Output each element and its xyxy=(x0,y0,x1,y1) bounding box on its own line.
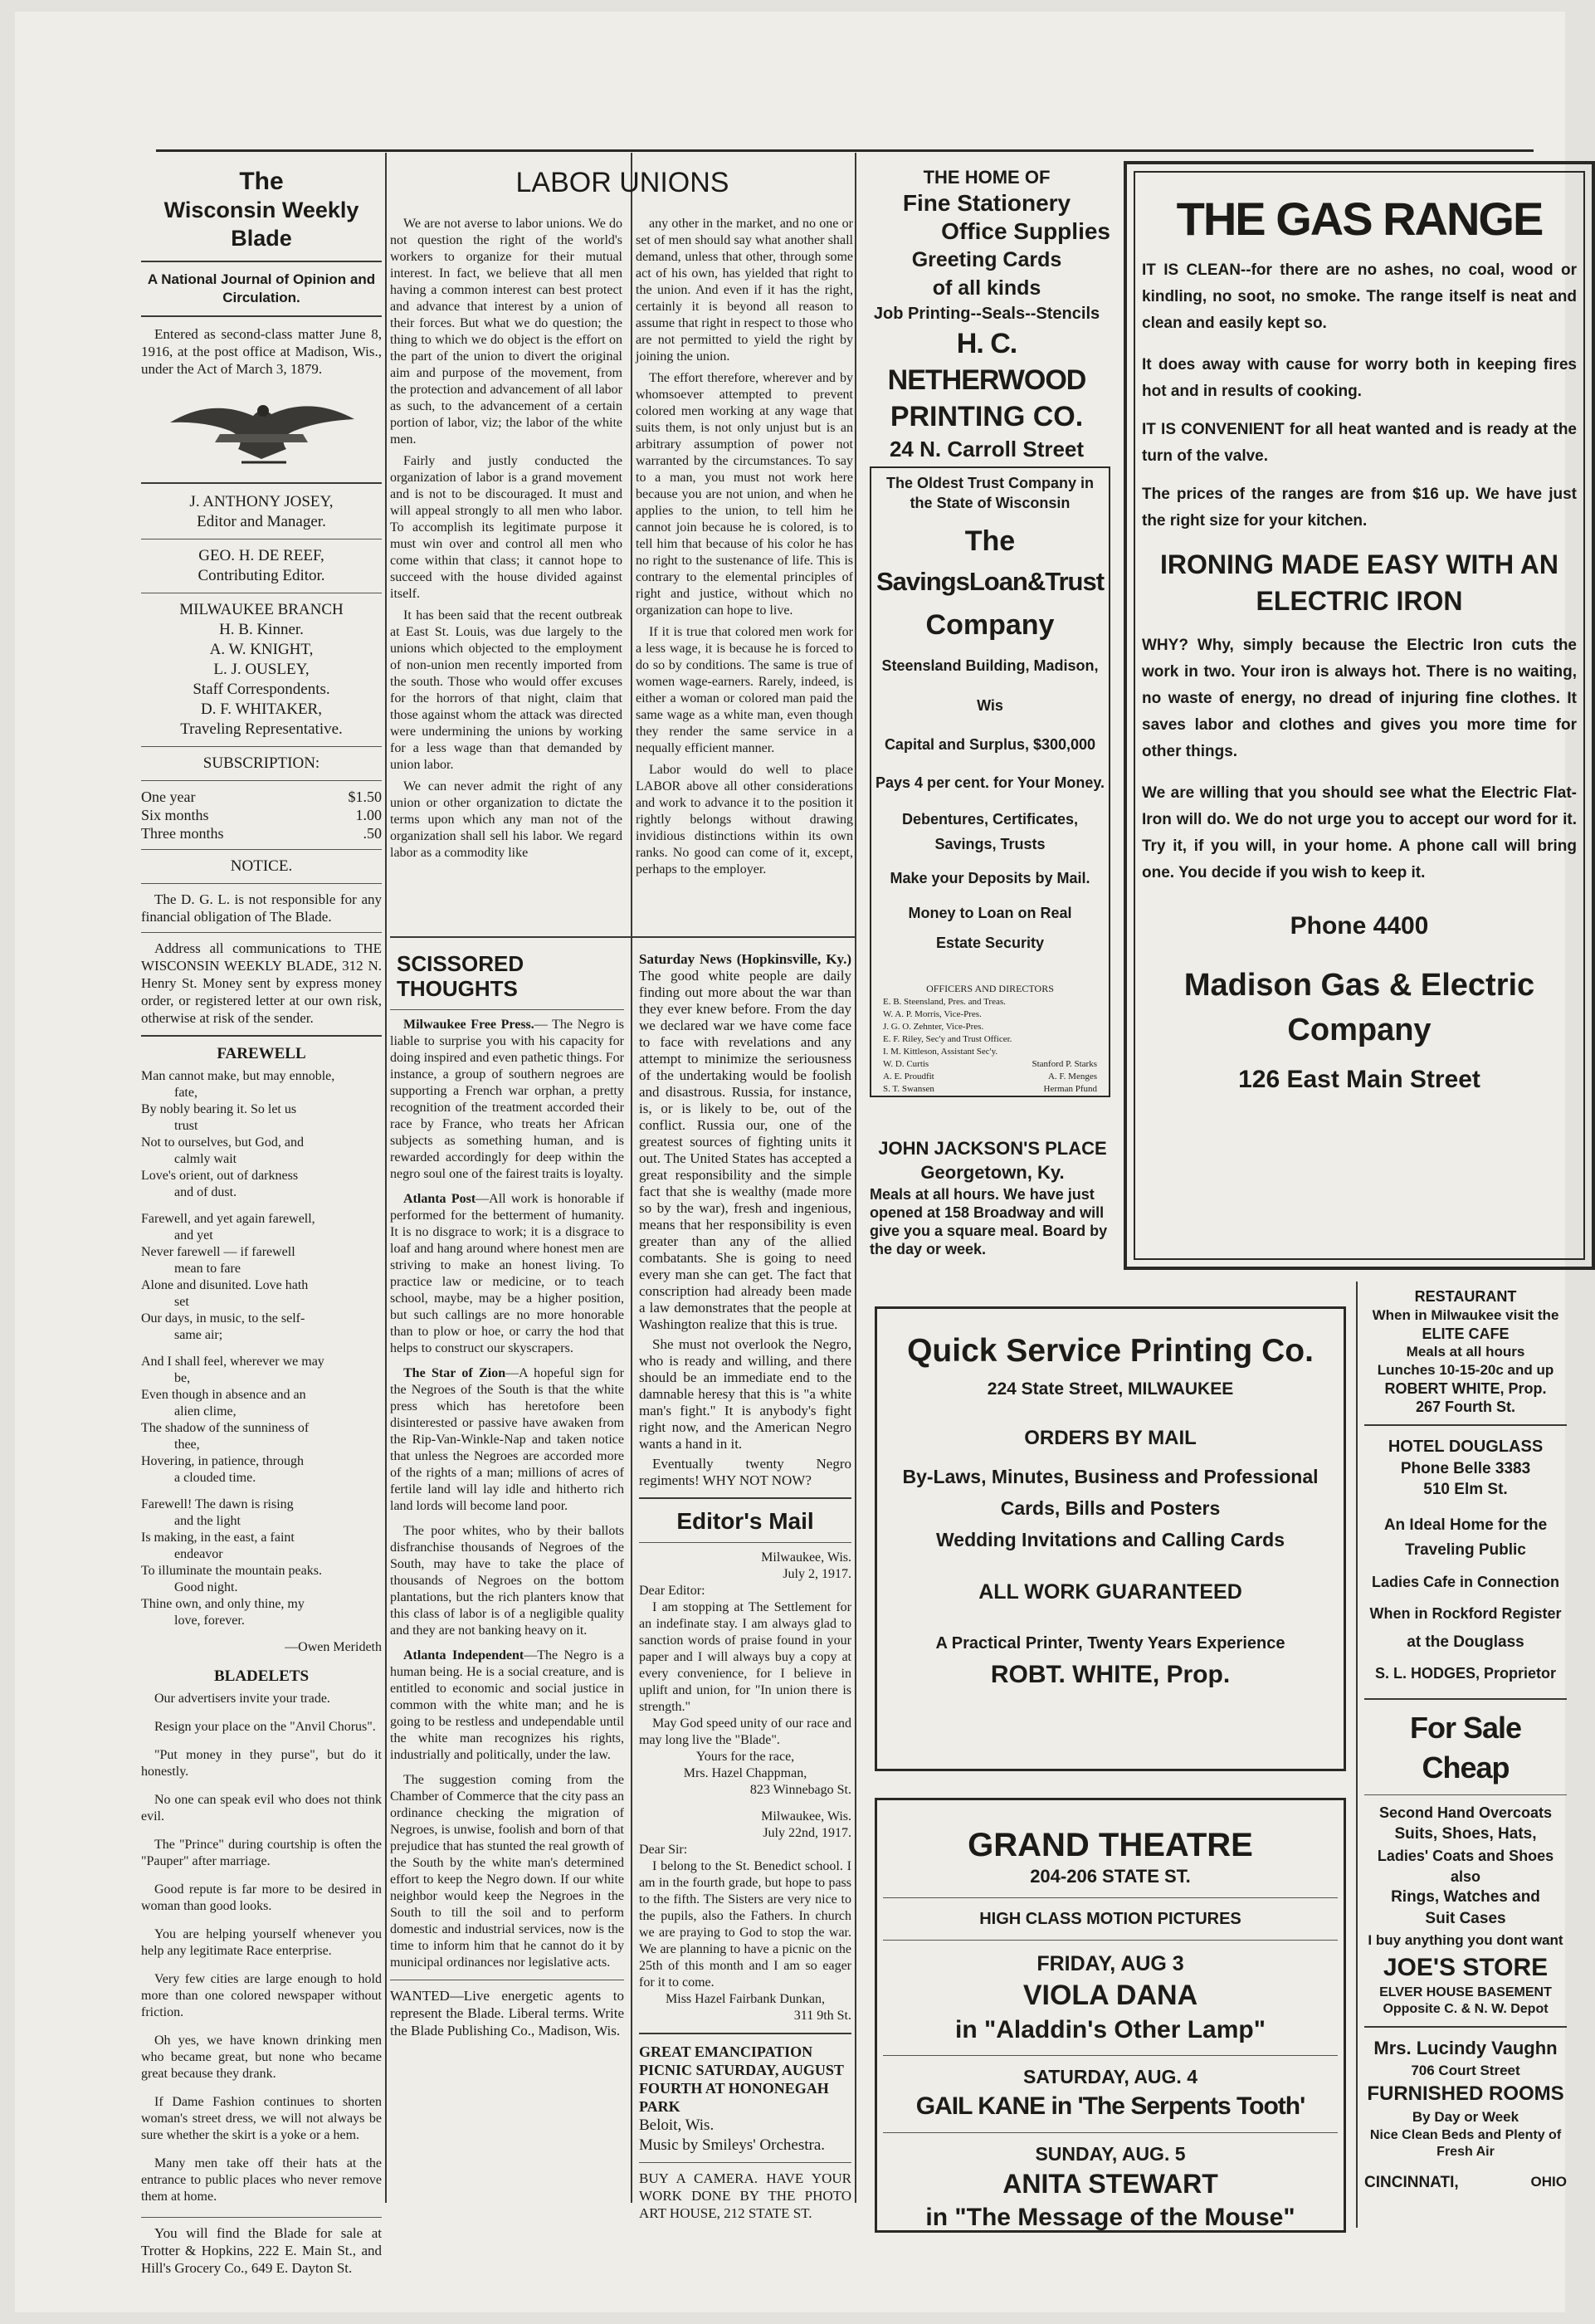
gas-title: THE GAS RANGE xyxy=(1176,193,1543,245)
gas-title-2: IRONING MADE EASY WITH AN ELECTRIC IRON xyxy=(1159,549,1558,616)
labor-col-1 xyxy=(390,216,622,867)
savings-l3: SavingsLoan&Trust xyxy=(876,567,1105,596)
netherwood-l1: THE HOME OF xyxy=(923,167,1051,188)
netherwood-l8: PRINTING CO. xyxy=(890,401,1084,432)
douglass-l5: Traveling Public xyxy=(1405,1541,1526,1559)
labor-rule xyxy=(390,936,855,938)
contrib-name: GEO. H. DE REEF, xyxy=(198,547,324,564)
scissored-item xyxy=(390,1365,624,1515)
labor-paragraph: We are not averse to labor unions. We do not question the right of the world's workers to organize for their mutual interest. In fact, we believe that all men having a common interest can best protect and advance that interest by a union of their forces. But what we do question; the thing to which we do object is the effort on the part of the union to divert the original aim and purpose of the movement, from the protection and advancement of all labor as such, to the advancement of a certain portion of labor, viz; the labor of the white men. xyxy=(390,217,622,447)
savings-l7: Pays 4 per cent. for Your Money. xyxy=(875,774,1105,791)
scissored-item xyxy=(390,1648,624,1764)
scissored-item-more: The suggestion coming from the Chamber of Commerce that the city pass an ordinance checking the migration of Negroes, is unwise, foolish and born of that prejudice that has stunted the real growth of the South by the white man's determined effort to keep the Negro down. If our white neighbor would keep the Negroes in the South to till the soil and to perform domestic and industrial services, now is the time to inform him that he cannot do it by municipal ordinances nor legislative acts. xyxy=(390,1773,624,1970)
officer-pair xyxy=(883,1058,1105,1071)
jackson-ad xyxy=(870,1137,1115,1286)
farewell-title: FAREWELL xyxy=(217,1045,306,1062)
letter2-body: I belong to the St. Benedict school. I am in the fourth grade, but hope to pass to the fifth. The Sisters are very nice to the pupils, also the Fathers. In church we are praying to God to stop the war. We are planning to have a picnic on the 25th of this month and I am so eager for it to come. xyxy=(639,1859,851,1990)
letter2-salute: Dear Sir: xyxy=(639,1843,688,1857)
savings-l9: Savings, Trusts xyxy=(934,836,1046,852)
forsale-l2: Suits, Shoes, Hats, xyxy=(1394,1825,1537,1843)
saturday-news-text: The good white people are daily finding out more about the war than they ever knew before. From the day we declared war we have come face to face with revelations and any attempt to minimize the seriousness of the undertaking would be foolish and disastrous. Russia, for instance, is, or is likely to be, out of the conflict. Russia our, one of the greatest sources of fighting units it out. The United States has accepted a great responsibility and the simple fact that she is wealthy (made more so by the war), fresh and ingenious, means that her responsibility is even greater than any of the allied combatants. She is going to need every man she can get. The fact that conscription had already been made a law demonstrates that the people at Washington realize that this is true. xyxy=(639,968,851,1332)
poem-line: and of dust. xyxy=(174,1185,237,1199)
officer-name: Stanford P. Starks xyxy=(1032,1059,1097,1069)
poem-line: trust xyxy=(174,1119,198,1133)
netherwood-l6: Job Printing--Seals--Stencils xyxy=(873,305,1100,323)
masthead-subtitle: A National Journal of Opinion and Circulation. xyxy=(147,271,376,305)
branch-3: L. J. OUSLEY, xyxy=(213,661,310,678)
poem-line: Love's orient, out of darkness xyxy=(141,1169,299,1183)
branch-1: H. B. Kinner. xyxy=(219,621,304,638)
labor-paragraph: It has been said that the recent outbreak at East St. Louis, was due largely to the unions which objected to the employment of non-union men recently imported from the south. Those who would offer excuses for the horrors of that night, claim that those against whom the attack was directed were undermining the unions by working for a less wage than that demanded by union labor. xyxy=(390,608,622,772)
poem-line: set xyxy=(174,1295,189,1309)
netherwood-l7: H. C. NETHERWOOD xyxy=(887,328,1086,396)
labor-paragraph: Labor would do well to place LABOR above all other considerations and work to advance it to the position it rightly belongs without drawing invidious distinctions within its own ranks. No good can come of it, except, perhaps to the employer. xyxy=(636,763,853,876)
entered-notice: Entered as second-class matter June 8, 1916, at the post office at Madison, Wis., under the Act of March 3, 1879. xyxy=(141,326,382,377)
bladelet-item: You are helping yourself whenever you help any legitimate Race enterprise. xyxy=(141,1927,382,1958)
netherwood-l9: 24 N. Carroll Street xyxy=(889,437,1085,461)
vaughn-l3: FURNISHED ROOMS xyxy=(1367,2082,1564,2105)
contrib-role: Contributing Editor. xyxy=(198,567,325,584)
savings-l2: The xyxy=(964,525,1016,557)
quick-ad xyxy=(883,1315,1338,1763)
netherwood-l3: Office Supplies xyxy=(941,218,1110,244)
vaughn-state: OHIO xyxy=(1530,2174,1567,2190)
savings-l5: Steensland Building, Madison, Wis xyxy=(881,657,1099,714)
restaurant-l6: 267 Fourth St. xyxy=(1415,1399,1515,1415)
letter2-date: July 22nd, 1917. xyxy=(763,1826,851,1840)
restaurant-l4: Lunches 10-15-20c and up xyxy=(1377,1362,1554,1378)
picnic-place: Beloit, Wis. xyxy=(639,2116,715,2134)
savings-l12: Estate Security xyxy=(935,935,1045,951)
bladelet-item: If Dame Fashion continues to shorten woman's street dress, we will not always be sure whether the skirt is a yoke or a hem. xyxy=(141,2095,382,2142)
scissored-list xyxy=(390,1017,624,1971)
subscription-table xyxy=(141,788,382,842)
jackson-l1: JOHN JACKSON'S PLACE xyxy=(878,1138,1107,1159)
poem-line: Even though in absence and an xyxy=(141,1388,306,1402)
column-rule xyxy=(1356,1282,1358,2228)
forsale-l6: Suit Cases xyxy=(1425,1910,1506,1927)
netherwood-l2: Fine Stationery xyxy=(902,190,1071,216)
officers-title: OFFICERS AND DIRECTORS xyxy=(926,983,1054,994)
farewell-author: —Owen Merideth xyxy=(285,1640,382,1654)
bladelets-list xyxy=(141,1691,382,2205)
grand-date-3: SUNDAY, AUG. 5 xyxy=(1035,2143,1186,2165)
subscription-label: Three months xyxy=(141,825,224,842)
poem-line: Farewell, and yet again farewell, xyxy=(141,1212,315,1226)
poem-stanza xyxy=(141,1354,382,1487)
officer-name: A. E. Proudfit xyxy=(883,1072,934,1081)
quick-l2: Cards, Bills and Posters xyxy=(1000,1497,1221,1519)
subscription-row xyxy=(141,806,382,824)
netherwood-l5: of all kinds xyxy=(932,276,1041,300)
letter1-signature: Mrs. Hazel Chappman, xyxy=(683,1766,807,1780)
top-rule xyxy=(156,149,1534,152)
saturday-news-head: Saturday News (Hopkinsville, Ky.) xyxy=(639,951,851,967)
poem-line: Thine own, and only thine, my xyxy=(141,1597,305,1611)
camera-ad: BUY A CAMERA. HAVE YOUR WORK DONE BY THE PHOTO ART HOUSE, 212 STATE ST. xyxy=(639,2170,851,2221)
quick-guarantee: ALL WORK GUARANTEED xyxy=(978,1580,1242,1604)
letter1-address: 823 Winnebago St. xyxy=(749,1783,851,1797)
savings-l4: Company xyxy=(925,609,1055,641)
masthead-column xyxy=(141,158,382,2276)
saturday-news-text-3: Eventually twenty Negro regiments! WHY NOT NOW? xyxy=(639,1456,851,1488)
letter2-address: 311 9th St. xyxy=(793,2009,851,2023)
scissored-source: Atlanta Independent xyxy=(403,1648,524,1662)
gas-ad xyxy=(1142,178,1577,1253)
restaurant-l5: ROBERT WHITE, Prop. xyxy=(1384,1380,1547,1397)
poem-line: Never farewell — if farewell xyxy=(141,1245,295,1259)
douglass-l7: When in Rockford Register xyxy=(1369,1605,1562,1622)
labor-paragraph: any other in the market, and no one or set of men should say what another shall demand, unless that other, through some act of his own, has yielded that right to the union. And even if it has the right, certainly it is beyond all reason to assume that right in respect to those who are not permitted to yield the right by joining the union. xyxy=(636,217,853,364)
officer-pair xyxy=(883,1071,1105,1083)
bladelet-item: Many men take off their hats at the entrance to public places who never remove them at home. xyxy=(141,2156,382,2204)
officer-line: I. M. Kittleson, Assistant Sec'y. xyxy=(883,1047,998,1057)
grand-show-2: GAIL KANE in 'The Serpents Tooth' xyxy=(915,2092,1305,2120)
labor-unions-article xyxy=(390,158,855,938)
grand-show-3a: ANITA STEWART xyxy=(1002,2169,1218,2199)
branch-role: Staff Correspondents. xyxy=(193,681,330,698)
forsale-l3: Ladies' Coats and Shoes xyxy=(1377,1848,1554,1864)
subscription-price: $1.50 xyxy=(348,788,382,805)
newspaper-page xyxy=(15,12,1577,2312)
jackson-l3: Meals at all hours. We have just opened at 158 Broadway and will give you a square meal. Board by the day or week. xyxy=(870,1186,1108,1257)
notice-text: The D. G. L. is not responsible for any financial obligation of The Blade. xyxy=(141,891,382,925)
bladelet-item: No one can speak evil who does not think evil. xyxy=(141,1793,382,1824)
savings-ad xyxy=(875,473,1105,1094)
vaughn-l2: 706 Court Street xyxy=(1411,2063,1520,2078)
eagle-icon xyxy=(162,383,361,474)
subscription-price: 1.00 xyxy=(355,807,382,823)
scissored-item-more: The poor whites, who by their ballots disfranchise thousands of Negroes of the South, may have to take the place of thousands of Negroes on the bottom plantations, but the rich planters know that this class of labor is of a negligible quality and they are not banking heavy on it. xyxy=(390,1524,624,1638)
poem-line: alien clime, xyxy=(174,1404,237,1418)
gas-p4: The prices of the ranges are from $16 up. We have just the right size for your kitchen. xyxy=(1142,486,1577,530)
letter1-salute: Dear Editor: xyxy=(639,1584,705,1598)
quick-practical: A Practical Printer, Twenty Years Experience xyxy=(935,1634,1285,1653)
poem-line: Man cannot make, but may ennoble, xyxy=(141,1069,335,1083)
officers-list xyxy=(875,996,1105,1096)
grand-date-2: SATURDAY, AUG. 4 xyxy=(1022,2066,1198,2087)
gas-p3: IT IS CONVENIENT for all heat wanted and is ready at the turn of the valve. xyxy=(1142,421,1577,465)
bladelet-item: Good repute is far more to be desired in woman than good looks. xyxy=(141,1882,382,1913)
poem-line: Is making, in the east, a faint xyxy=(141,1531,295,1545)
poem-stanza xyxy=(141,1211,382,1344)
restaurant-l1: When in Milwaukee visit the xyxy=(1372,1307,1559,1323)
scissored-source: Atlanta Post xyxy=(403,1192,476,1206)
scissored-text: —The Negro is a human being. He is a social creature, and is entitled to economic and social justice in common with the white man; and he is going to be restless and undependable until the white man recognizes his rights, industrially and politically, under the law. xyxy=(390,1648,624,1762)
poem-line: same air; xyxy=(174,1328,223,1342)
forsale-l7: I buy anything you dont want xyxy=(1368,1932,1563,1948)
subscription-price: .50 xyxy=(363,825,382,842)
officer-line: J. G. O. Zehnter, Vice-Pres. xyxy=(883,1022,984,1032)
forsale-l4: also xyxy=(1450,1868,1481,1885)
poem-line: be, xyxy=(174,1371,191,1385)
savings-l1: The Oldest Trust Company in the State of Wisconsin xyxy=(885,475,1095,511)
poem-line: Hovering, in patience, through xyxy=(141,1454,304,1468)
bladelet-item: "Put money in they purse", but do it honestly. xyxy=(141,1748,382,1779)
poem-stanza xyxy=(141,1068,382,1201)
poem-line: a clouded time. xyxy=(174,1471,256,1485)
officer-line: E. B. Steensland, Pres. and Treas. xyxy=(883,997,1006,1007)
saturday-news-text-2: She must not overlook the Negro, who is ready and willing, and there should be an immediate end to the damnable heresy that this is "a white man's fight." It is anybody's fight right now, and the American Negro wants a hand in it. xyxy=(639,1336,851,1452)
subscription-row xyxy=(141,824,382,842)
bladelet-item: Very few cities are large enough to hold more than one colored newspaper without friction. xyxy=(141,1972,382,2019)
vaughn-l5: Nice Clean Beds and Plenty of Fresh Air xyxy=(1369,2128,1562,2159)
picnic-heading: GREAT EMANCIPATION PICNIC SATURDAY, AUGUST FOURTH AT HONONEGAH PARK xyxy=(639,2043,844,2115)
scissored-item xyxy=(390,1191,624,1357)
letter1-body: I am stopping at The Settlement for an indefinate stay. I am always glad to sanction words of praise found in your paper and I will always buy a copy at every convenience, for I believe in uplift and union, for "In union there is strength." xyxy=(639,1600,851,1714)
scissored-text: —All work is honorable if performed for the betterment of humanity. It is no disgrace to work; it is a disgrace to loaf and hang around where honest men are striving to make an honest living. To practice law or medicine, or to teach school, maybe, may be a higher position, but such callings are no more honorable than to plow or hoe, or carry the hod that helps to construct our skyscrapers. xyxy=(390,1192,624,1355)
address-text: Address all communications to THE WISCONSIN WEEKLY BLADE, 312 N. Henry St. Money sent by express money order, or registered letter at our own risk, otherwise at risk of the sender. xyxy=(141,940,382,1026)
grand-date-1: FRIDAY, AUG 3 xyxy=(1037,1952,1184,1975)
wanted-ad: WANTED—Live energetic agents to represent the Blade. Liberal terms. Write the Blade Publishing Co., Madison, Wis. xyxy=(390,1988,624,2038)
vaughn-city: CINCINNATI, xyxy=(1364,2174,1459,2191)
labor-col-2 xyxy=(636,216,853,883)
bladelets-title: BLADELETS xyxy=(213,1667,310,1685)
subscription-label: One year xyxy=(141,788,196,805)
officer-name: W. D. Curtis xyxy=(883,1059,929,1069)
officer-pair xyxy=(883,1083,1105,1096)
scissored-text: —A hopeful sign for the Negroes of the South is that the white press which has heretofore been disinterested or passive have awaken from the Rip-Van-Winkle-Nap and taken notice that unless the Negroes are accorded more of the rights of a man; millions of acres of fertile land will lay idle and hitherto rich land lords will become land poor. xyxy=(390,1366,624,1513)
officer-name: A. F. Menges xyxy=(1047,1072,1097,1081)
poem-line: Good night. xyxy=(174,1580,238,1594)
letter2-signature: Miss Hazel Fairbank Dunkan, xyxy=(666,1992,825,2006)
forsale-l1: Second Hand Overcoats xyxy=(1378,1804,1553,1821)
poem-line: endeavor xyxy=(174,1547,223,1561)
column-rule xyxy=(385,153,387,2203)
labor-paragraph: We can never admit the right of any union or other organization to dictate the terms upon which any man not of the organization shall sell his labor. We regard labor as a commodity like xyxy=(390,779,622,860)
poem-line: The shadow of the sunniness of xyxy=(141,1421,310,1435)
vaughn-l1: Mrs. Lucindy Vaughn xyxy=(1373,2038,1558,2058)
poem-line: thee, xyxy=(174,1438,200,1452)
douglass-l3: 510 Elm St. xyxy=(1423,1481,1508,1498)
poem-line: Not to ourselves, but God, and xyxy=(141,1135,304,1150)
quick-address: 224 State Street, MILWAUKEE xyxy=(987,1379,1234,1399)
poem-line: fate, xyxy=(174,1086,198,1100)
farewell-poem xyxy=(141,1068,382,1629)
letter1-close: Yours for the race, xyxy=(695,1750,795,1764)
douglass-l9: S. L. HODGES, Proprietor xyxy=(1374,1665,1557,1682)
quick-title: Quick Service Printing Co. xyxy=(907,1333,1314,1369)
grand-show-1a: VIOLA DANA xyxy=(1022,1980,1198,2011)
poem-line: And I shall feel, wherever we may xyxy=(141,1355,324,1369)
poem-line: calmly wait xyxy=(174,1152,237,1166)
savings-l8: Debentures, Certificates, xyxy=(901,811,1079,828)
savings-l11: Money to Loan on Real xyxy=(908,905,1072,921)
poem-line: and the light xyxy=(174,1514,241,1528)
labor-paragraph: Fairly and justly conducted the organization of labor is a grand movement and is not to be discouraged. It must and will appeal strongly to all men who labor. To accomplish its legitimate purpose it must win over and control all men who come within that class; it cannot hope to succeed with the house divided against itself. xyxy=(390,454,622,601)
scissored-source: The Star of Zion xyxy=(403,1366,506,1380)
restaurant-title: RESTAURANT xyxy=(1414,1288,1517,1305)
letter1-place: Milwaukee, Wis. xyxy=(761,1550,851,1565)
restaurant-l2: ELITE CAFE xyxy=(1422,1326,1510,1342)
editors-mail-title: Editor's Mail xyxy=(676,1508,814,1534)
gas-phone: Phone 4400 xyxy=(1290,912,1429,940)
forsale-l9: ELVER HOUSE BASEMENT xyxy=(1379,1985,1552,1999)
gas-company-1: Madison Gas & Electric xyxy=(1183,968,1535,1003)
right-ads-column xyxy=(1364,1286,1567,2233)
letter1-date: July 2, 1917. xyxy=(783,1567,851,1581)
branch-2: A. W. KNIGHT, xyxy=(209,641,314,658)
branch-title: MILWAUKEE BRANCH xyxy=(179,601,344,618)
poem-line: Our days, in music, to the self- xyxy=(141,1311,305,1326)
bladelet-item: Oh yes, we have known drinking men who became great, but none who became great because they drank. xyxy=(141,2034,382,2081)
bladelets-footer: You will find the Blade for sale at Trotter & Hopkins, 222 E. Main St., and Hill's Grocery Co., 649 E. Dayton St. xyxy=(141,2225,382,2276)
savings-l6: Capital and Surplus, $300,000 xyxy=(884,736,1096,753)
labor-paragraph: The effort therefore, wherever and by whomsoever attempted to prevent colored men working at any wage that suits them, is not only unjust but is an arbitrary assumption of power not warranted by the circumstances. To say to a man, you must not work here because you are not union, and when he applies to the union, to tell him he cannot join because he is colored, is to tell him that because of his color he has no right to the sustenance of life. This is contrary to the elemental principles of right and justice, without which no organization can hope to live. xyxy=(636,371,853,618)
poem-line: To illuminate the mountain peaks. xyxy=(141,1564,322,1578)
column-rule xyxy=(855,153,856,2203)
gas-company-2: Company xyxy=(1287,1013,1432,1047)
quick-orders: ORDERS BY MAIL xyxy=(1024,1427,1197,1449)
scissored-source: Milwaukee Free Press. xyxy=(403,1018,534,1032)
subscription-label: Six months xyxy=(141,807,209,823)
quick-l1: By-Laws, Minutes, Business and Professional xyxy=(902,1466,1319,1487)
officer-line: W. A. P. Morris, Vice-Pres. xyxy=(883,1009,982,1019)
letter2-place: Milwaukee, Wis. xyxy=(761,1809,851,1824)
forsale-l10: Opposite C. & N. W. Depot xyxy=(1383,2002,1549,2016)
editor-name: J. ANTHONY JOSEY, xyxy=(189,493,334,510)
masthead-title-1: The xyxy=(239,168,284,195)
grand-ad xyxy=(883,1804,1338,2231)
gas-p1: IT IS CLEAN--for there are no ashes, no coal, wood or kindling, no soot, no smoke. The range itself is neat and clean and easily kept so. xyxy=(1142,261,1577,332)
poem-line: love, forever. xyxy=(174,1614,245,1628)
grand-show-1b: in "Aladdin's Other Lamp" xyxy=(955,2016,1266,2043)
picnic-music: Music by Smileys' Orchestra. xyxy=(639,2136,826,2154)
douglass-l2: Phone Belle 3383 xyxy=(1400,1460,1531,1477)
poem-line: By nobly bearing it. So let us xyxy=(141,1102,297,1116)
gas-p2: It does away with cause for worry both in keeping fires hot and in results of cooking. xyxy=(1142,356,1577,400)
gas-p6: We are willing that you should see what the Electric Flat-Iron will do. We do not urge you to accept our word for it. Try it, if you will, in your home. A phone call will bring one. You decide if you wish to keep it. xyxy=(1142,784,1577,881)
poem-line: Alone and disunited. Love hath xyxy=(141,1278,309,1292)
jackson-l2: Georgetown, Ky. xyxy=(920,1162,1065,1183)
forsale-l8: JOE'S STORE xyxy=(1383,1954,1549,1981)
poem-line: mean to fare xyxy=(174,1262,241,1276)
subscription-row xyxy=(141,788,382,806)
poem-line: and yet xyxy=(174,1228,213,1243)
forsale-l5: Rings, Watches and xyxy=(1391,1888,1540,1906)
netherwood-l4: Greeting Cards xyxy=(911,248,1062,271)
douglass-l6: Ladies Cafe in Connection xyxy=(1371,1574,1560,1590)
grand-show-3b: in "The Message of the Mouse" xyxy=(925,2204,1295,2231)
gas-p5: WHY? Why, simply because the Electric Iron cuts the work in two. Your iron is always hot. There is no waiting, no waste of energy, no dread of injuring fine clothes. It saves labor and clothes and gives you more time for other things. xyxy=(1142,637,1577,760)
restaurant-l3: Meals at all hours xyxy=(1406,1344,1525,1360)
quick-l3: Wedding Invitations and Calling Cards xyxy=(936,1529,1285,1550)
douglass-l4: An Ideal Home for the xyxy=(1383,1516,1548,1534)
scissored-title: SCISSORED THOUGHTS xyxy=(397,951,524,1001)
quick-proprietor: ROBT. WHITE, Prop. xyxy=(990,1661,1231,1688)
netherwood-ad xyxy=(858,158,1115,461)
officer-name: S. T. Swansen xyxy=(883,1084,934,1094)
savings-l10: Make your Deposits by Mail. xyxy=(890,870,1090,886)
notice-title: NOTICE. xyxy=(230,857,293,875)
gas-address: 126 East Main Street xyxy=(1238,1066,1480,1093)
grand-address: 204-206 STATE ST. xyxy=(1030,1866,1191,1887)
scissored-item xyxy=(390,1017,624,1183)
vaughn-l4: By Day or Week xyxy=(1412,2109,1519,2125)
bladelet-item: Our advertisers invite your trade. xyxy=(154,1692,330,1706)
douglass-l1: HOTEL DOUGLASS xyxy=(1388,1438,1544,1456)
labor-title: LABOR UNIONS xyxy=(515,167,729,198)
scissored-text: — The Negro is liable to surprise you with his capacity for doing inspired and even pathetic things. For instance, a group of southern negroes are supporting a French war orphan, a pretty recognition of the treatment accorded their race by France, who treats her African subjects as something human, and is rewarded accordingly for deep within the negro soul one of the fairest traits is loyalty. xyxy=(390,1018,624,1181)
scissored-thoughts xyxy=(390,945,624,2206)
grand-title: GRAND THEATRE xyxy=(968,1827,1253,1863)
grand-high-class: HIGH CLASS MOTION PICTURES xyxy=(979,1910,1241,1928)
labor-paragraph: If it is true that colored men work for a less wage, it is because he is forced to do so by conditions. The same is true of women wage-earners. Rarely, indeed, is either a woman or colored man paid the same wage as a white man, even though they render the same service in a nequally efficient manner. xyxy=(636,625,853,755)
masthead-title-2: Wisconsin Weekly Blade xyxy=(163,198,359,251)
letter1-body-2: May God speed unity of our race and may long live the "Blade". xyxy=(639,1716,851,1747)
branch-role-2: Traveling Representative. xyxy=(180,720,343,738)
bladelet-item: Resign your place on the "Anvil Chorus". xyxy=(154,1720,376,1734)
branch-4: D. F. WHITAKER, xyxy=(201,701,322,718)
bladelet-item: The "Prince" during courtship is often the "Pauper" after marriage. xyxy=(141,1838,382,1868)
editor-role: Editor and Manager. xyxy=(197,513,326,530)
saturday-news-column xyxy=(639,945,851,2221)
officer-name: Herman Pfund xyxy=(1043,1084,1097,1094)
subscription-title: SUBSCRIPTION: xyxy=(202,754,320,772)
officer-line: E. F. Riley, Sec'y and Trust Officer. xyxy=(883,1034,1012,1044)
douglass-l8: at the Douglass xyxy=(1407,1633,1524,1651)
poem-line: Farewell! The dawn is rising xyxy=(141,1497,294,1511)
forsale-title: For Sale Cheap xyxy=(1409,1711,1522,1784)
poem-stanza xyxy=(141,1496,382,1629)
